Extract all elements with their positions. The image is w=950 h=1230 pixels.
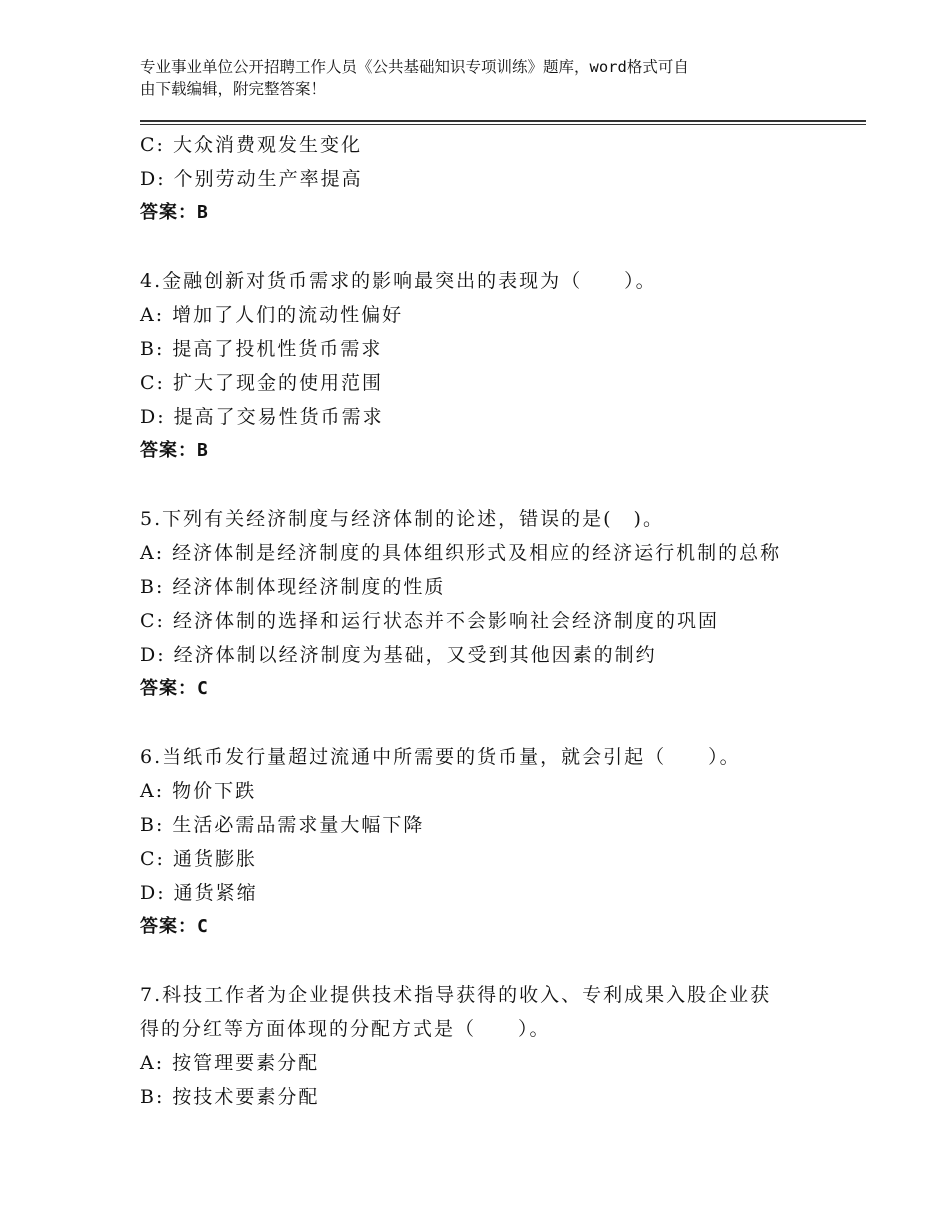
option-a: A: 物价下跌 [140, 780, 257, 802]
option-b: B: 经济体制体现经济制度的性质 [140, 576, 446, 598]
answer: 答案：C [140, 678, 209, 699]
header-rule-thin [140, 124, 866, 125]
question-4-stem: 4.金融创新对货币需求的影响最突出的表现为（ ）。 [140, 270, 657, 292]
document-body [140, 128, 840, 1114]
answer: 答案：B [140, 202, 209, 223]
question-5-stem: 5.下列有关经济制度与经济体制的论述，错误的是( )。 [140, 508, 664, 530]
option-c: C: 扩大了现金的使用范围 [140, 372, 383, 394]
option-c: C: 大众消费观发生变化 [140, 134, 362, 156]
header-line-1: 专业事业单位公开招聘工作人员《公共基础知识专项训练》题库，word格式可自 [140, 58, 689, 76]
option-a: A: 按管理要素分配 [140, 1052, 320, 1074]
question-7-stem-line-1: 7.科技工作者为企业提供技术指导获得的收入、专利成果入股企业获 [140, 984, 772, 1006]
question-6-stem: 6.当纸币发行量超过流通中所需要的货币量，就会引起（ ）。 [140, 746, 741, 768]
option-a: A: 经济体制是经济制度的具体组织形式及相应的经济运行机制的总称 [140, 542, 782, 564]
option-b: B: 提高了投机性货币需求 [140, 338, 383, 360]
option-b: B: 按技术要素分配 [140, 1086, 320, 1108]
option-d: D: 提高了交易性货币需求 [140, 406, 384, 428]
header-line-2: 由下载编辑，附完整答案！ [140, 80, 327, 98]
document-header [140, 56, 820, 100]
option-b: B: 生活必需品需求量大幅下降 [140, 814, 425, 836]
option-a: A: 增加了人们的流动性偏好 [140, 304, 404, 326]
option-c: C: 经济体制的选择和运行状态并不会影响社会经济制度的巩固 [140, 610, 719, 632]
option-d: D: 经济体制以经济制度为基础，又受到其他因素的制约 [140, 644, 657, 666]
option-c: C: 通货膨胀 [140, 848, 257, 870]
header-rule-thick [140, 120, 866, 122]
option-d: D: 通货紧缩 [140, 882, 258, 904]
answer: 答案：C [140, 916, 209, 937]
question-7-stem-line-2: 得的分红等方面体现的分配方式是（ ）。 [140, 1018, 551, 1040]
answer: 答案：B [140, 440, 209, 461]
option-d: D: 个别劳动生产率提高 [140, 168, 363, 190]
